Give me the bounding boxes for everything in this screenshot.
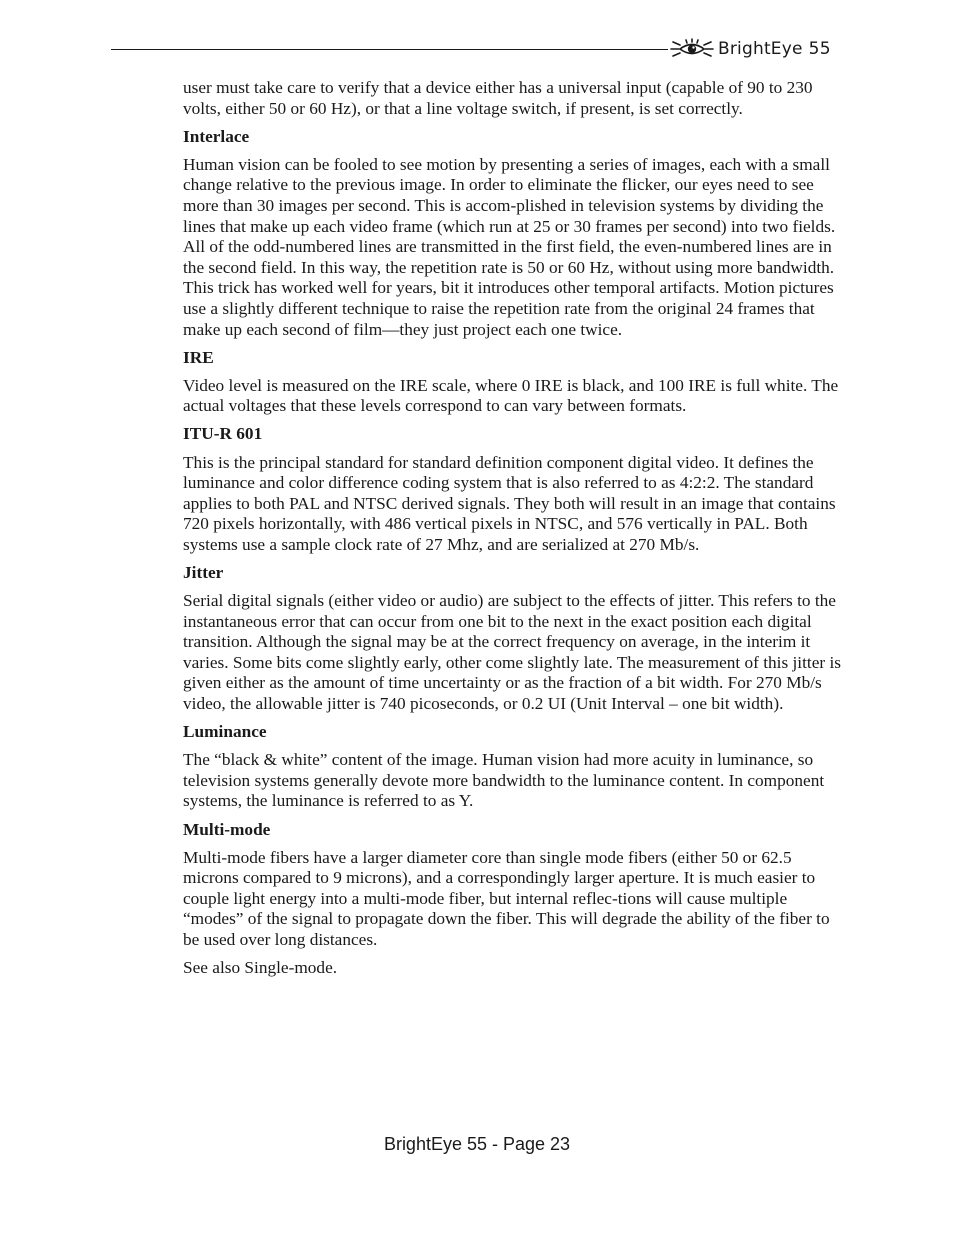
section-paragraph-jitter: Serial digital signals (either video or audio) are subject to the effects of jitter. This refers to the instantaneous error that can occur from one bit to the next in the exact position each digital transition. Although the signal may be at the correct frequency on average, in the interim it varies. Some bits come slightly early, other come slightly late. The measurement of this jitter is given either as the amount of time uncertainty or as the fraction of a bit width. For 270 Mb/s video, the allowable jitter is 740 picoseconds, or 0.2 UI (Unit Interval – one bit width).: [183, 591, 841, 714]
brand-name: BrightEye: [718, 39, 803, 59]
intro-paragraph: user must take care to verify that a device either has a universal input (capable of 90 to 230 volts, either 50 or 60 Hz), or that a line voltage switch, if present, is set correctly.: [183, 78, 813, 118]
see-also-note: See also Single-mode.: [183, 958, 338, 978]
page-content: [183, 78, 843, 986]
section-heading-interlace: Interlace: [183, 126, 250, 146]
section-paragraph-multi-mode: Multi-mode fibers have a larger diameter core than single mode fibers (either 50 or 62.5 microns compared to 9 microns), and a correspondingly larger aperture. It is much easier to couple light energy into a multi-mode fiber, but internal reflec-tions will cause multiple “modes” of the signal to propagate down the fiber. This will degrade the ability of the fiber to be used over long distances.: [183, 847, 830, 949]
page-footer: BrightEye 55 - Page 23: [383, 1134, 571, 1154]
section-heading-multi-mode: Multi-mode: [183, 819, 271, 839]
section-heading-ire: IRE: [183, 347, 214, 367]
header-rule: [111, 49, 668, 50]
section-paragraph-interlace: Human vision can be fooled to see motion by presenting a series of images, each with a small change relative to the previous image. In order to eliminate the flicker, our eyes need to see more than 30 images per second. This is accom-plished in television systems by dividing the lines that make up each video frame (which run at 25 or 30 frames per second) into two fields. All of the odd-numbered lines are transmitted in the first field, the even-numbered lines are in the second field. In this way, the repetition rate is 50 or 60 Hz, without using more bandwidth. This trick has worked well for years, bit it introduces other temporal artifacts. Motion pictures use a slightly different technique to raise the repetition rate from the original 24 frames that make up each second of film—they just project each one twice.: [183, 154, 836, 339]
section-paragraph-ire: Video level is measured on the IRE scale, where 0 IRE is black, and 100 IRE is full white. The actual voltages that these levels correspond to can vary between formats.: [183, 375, 839, 416]
eye-logo-icon: [668, 37, 716, 61]
section-heading-jitter: Jitter: [183, 562, 224, 582]
header-brand: [668, 36, 831, 62]
brand-model: 55: [808, 39, 831, 59]
section-paragraph-itu-r-601: This is the principal standard for standard definition component digital video. It defines the luminance and color difference coding system that is also referred to as 4:2:2. The standard applies to both PAL and NTSC derived signals. They both will result in an image that contains 720 pixels horizontally, with 486 vertical pixels in NTSC, and 576 vertically in PAL. Both systems use a sample clock rate of 27 Mhz, and are serialized at 270 Mb/s.: [183, 452, 836, 554]
section-heading-itu-r-601: ITU-R 601: [183, 424, 263, 444]
section-heading-luminance: Luminance: [183, 722, 267, 742]
section-paragraph-luminance: The “black & white” content of the image. Human vision had more acuity in luminance, so television systems generally devote more bandwidth to the luminance content. In component systems, the luminance is referred to as Y.: [183, 750, 825, 811]
